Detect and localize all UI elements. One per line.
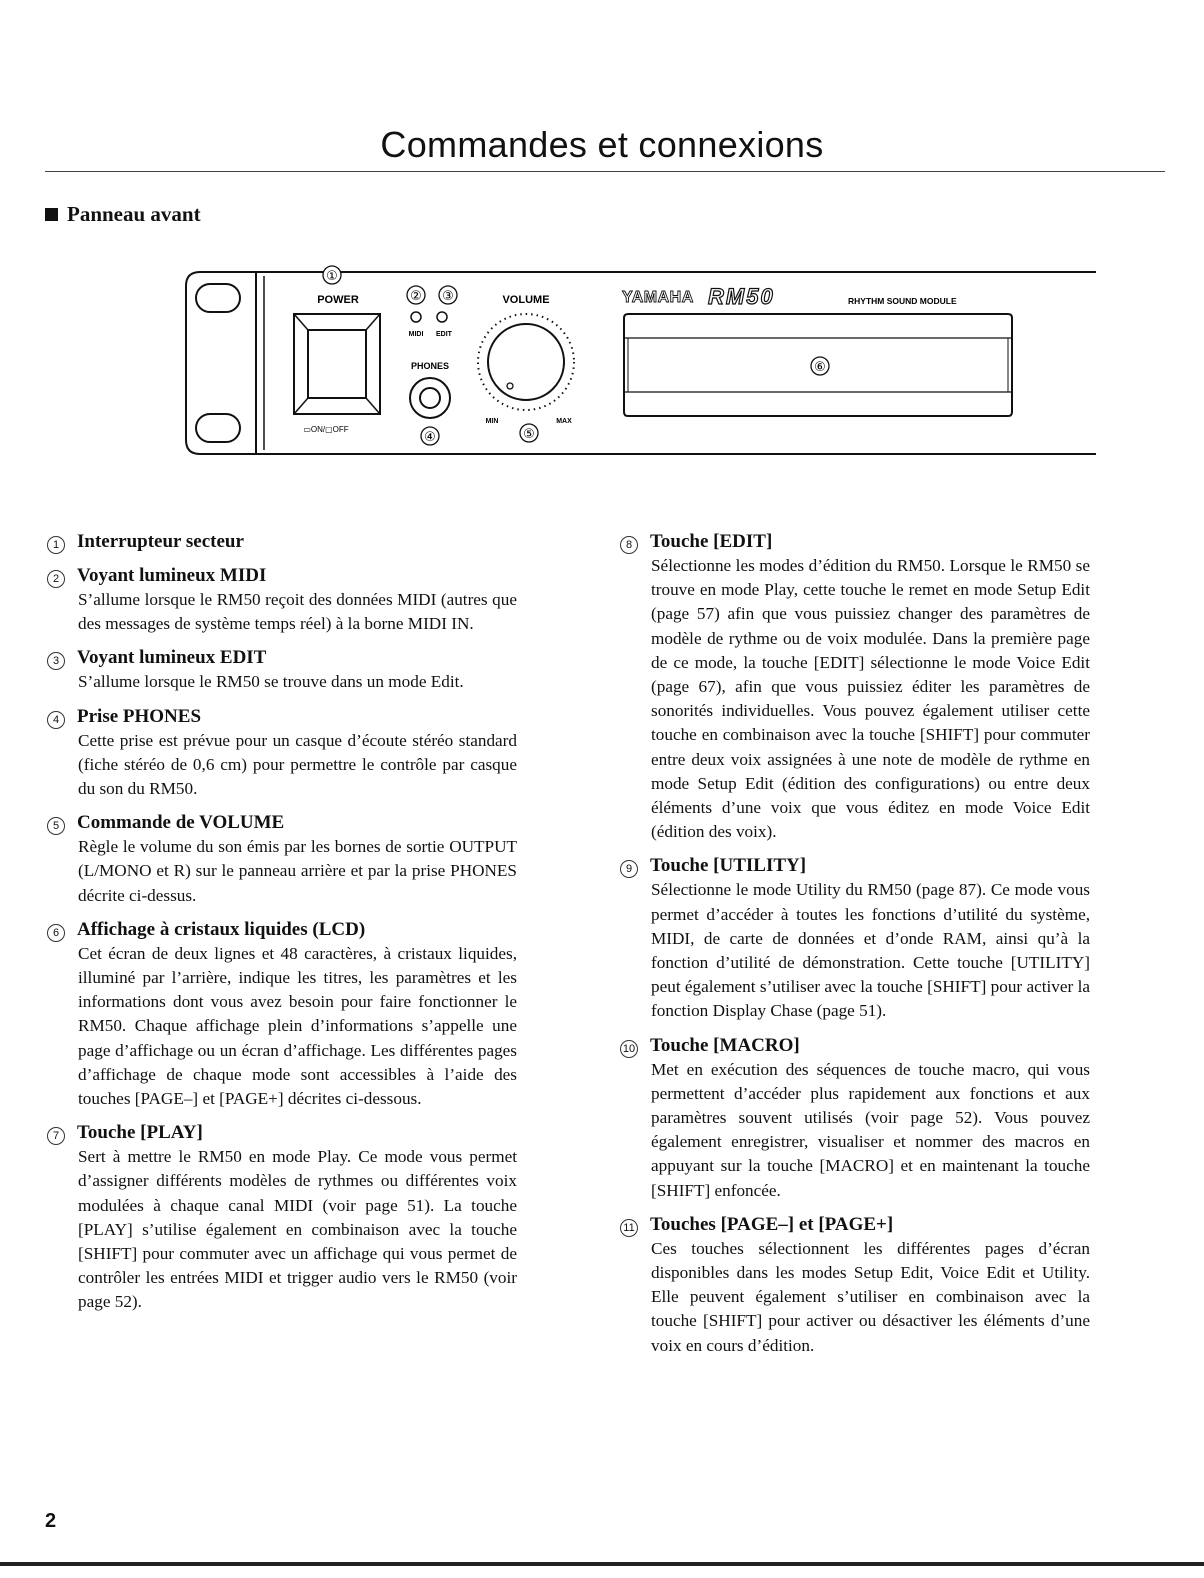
item-number: 11 — [620, 1219, 638, 1237]
item-title: Commande de VOLUME — [77, 812, 285, 834]
item-number: 3 — [47, 652, 65, 670]
section-heading — [45, 202, 201, 227]
item-title: Touche [PLAY] — [77, 1122, 203, 1144]
item-body: Sélectionne les modes d’édition du RM50. Lorsque le RM50 se trouve en mode Play, cette touche le remet en mode Setup Edit (page 57) afin que vous puissiez changer des paramètres de modèle de rythme ou de voix modulée. Dans la première page de ce mode, la touche [EDIT] sélectionne le mode Voice Edit (page 67), afin que vous puissiez éditer les paramètres de sonorités individuelles. Vous pouvez également utiliser cette touche en combinaison avec la touche [SHIFT] pour commuter entre deux voix assignées à une note de modèle de rythme en mode Setup Edit (édition des configurations) ou entre deux éléments d’une voix que vous éditez en mode Voice Edit (édition des voix). — [651, 556, 1090, 842]
phones-label: PHONES — [410, 361, 450, 371]
item-title: Interrupteur secteur — [77, 531, 244, 552]
callout-4-label: ④ — [424, 429, 436, 444]
item-body: Ces touches sélectionnent les différentes pages d’écran disponibles dans les modes Setup Edit, Voice Edit et Utility. Elle peuvent également s’utiliser en combinaison avec la touche [SHIFT] pour activer ou désactiver les éléments d’une voix en cours d’édition. — [651, 1238, 1090, 1355]
item-number: 7 — [47, 1127, 65, 1145]
page-number: 2 — [45, 1510, 57, 1532]
volume-knob — [488, 324, 564, 400]
callout-2-label: ② — [410, 288, 422, 303]
item-title: Touche [UTILITY] — [650, 855, 807, 877]
item-number: 5 — [47, 817, 65, 835]
item-body: S’allume lorsque le RM50 se trouve dans un mode Edit. — [78, 672, 464, 692]
edit-label: EDIT — [436, 331, 452, 338]
power-label: POWER — [317, 294, 359, 306]
item-9 — [620, 854, 1090, 1023]
callout-1-label: ① — [326, 268, 338, 283]
item-body: Met en exécution des séquences de touche macro, qui vous permettent d’accéder plus rapidement aux fonctions et aux paramètres souvent utilisés (voir page 52). Vous pouvez également enregistrer, visualiser et nommer des macros en appuyant sur la touche [MACRO] et en maintenant la touche [SHIFT] enfoncée. — [651, 1059, 1090, 1200]
bottom-rule — [0, 1562, 1204, 1566]
item-body: S’allume lorsque le RM50 reçoit des données MIDI (autres que des messages de système temps réel) à la borne MIDI IN. — [78, 590, 517, 634]
callout-3-label: ③ — [442, 288, 454, 303]
item-8 — [620, 530, 1090, 844]
midi-label: MIDI — [408, 331, 424, 338]
volume-scale — [478, 314, 574, 410]
page-title: Commandes et connexions — [380, 124, 824, 165]
item-title: Affichage à cristaux liquides (LCD) — [77, 918, 366, 940]
edit-led — [437, 312, 447, 322]
item-11 — [620, 1213, 1090, 1358]
item-6 — [47, 918, 517, 1111]
title-rule — [45, 171, 1165, 172]
front-panel-diagram — [180, 262, 1100, 462]
item-body: Sélectionne le mode Utility du RM50 (page 87). Ce mode vous permet d’accéder à toutes les fonctions d’utilité du système, MIDI, de carte de données et d’onde RAM, ainsi qu’à la fonction d’utilité de démonstration. Cette touche [UTILITY] peut également s’utiliser avec la touche [SHIFT] pour activer la fonction Display Chase (page 51). — [651, 880, 1090, 1021]
callout-5-label: ⑤ — [523, 426, 535, 441]
item-number: 2 — [47, 570, 65, 588]
item-7 — [47, 1121, 517, 1314]
left-column — [47, 530, 517, 1325]
model-subtitle: RHYTHM SOUND MODULE — [848, 296, 957, 306]
model-logo: RM50 — [708, 284, 775, 309]
item-title: Prise PHONES — [77, 705, 202, 727]
item-title: Voyant lumineux EDIT — [77, 647, 267, 669]
item-title: Touche [MACRO] — [650, 1034, 800, 1056]
section-heading-text: Panneau avant — [67, 202, 201, 226]
callout-6-label: ⑥ — [814, 359, 826, 374]
item-body: Sert à mettre le RM50 en mode Play. Ce mode vous permet d’assigner différents modèles de rythmes ou différentes voix modulées à chaque canal MIDI (voir page 51). La touche [PLAY] s’utilise également en combinaison avec la touche [SHIFT] pour commuter avec un affichage qui vous permet de contrôler les entrées MIDI et trigger audio vers le RM50 (voir page 52). — [78, 1147, 517, 1312]
volume-max-label: MAX — [556, 418, 572, 425]
item-title: Touches [PAGE–] et [PAGE+] — [650, 1213, 894, 1235]
item-body: Règle le volume du son émis par les bornes de sortie OUTPUT (L/MONO et R) sur le panneau arrière et par la prise PHONES décrite ci-dessus. — [78, 837, 517, 905]
item-body: Cet écran de deux lignes et 48 caractères, à cristaux liquides, illuminé par l’arrière, indique les titres, les paramètres et les informations dont vous avez besoin pour faire fonctionner le RM50. Chaque affichage plein d’informations s’appelle une page d’affichage ou un écran d’affichage. Les différentes pages d’affichage de chaque mode sont accessibles à l’aide des touches [PAGE–] et [PAGE+] décrites ci-dessous. — [78, 943, 517, 1109]
item-number: 1 — [47, 536, 65, 554]
brand-logo: YAMAHA — [622, 289, 694, 306]
item-4 — [47, 705, 517, 802]
midi-led — [411, 312, 421, 322]
item-3 — [47, 646, 517, 694]
rack-hole-bottom — [196, 414, 240, 442]
square-bullet-icon — [45, 208, 58, 221]
item-number: 8 — [620, 536, 638, 554]
item-number: 9 — [620, 860, 638, 878]
item-1 — [47, 530, 517, 554]
item-number: 4 — [47, 711, 65, 729]
rack-hole-top — [196, 284, 240, 312]
item-number: 10 — [620, 1040, 638, 1058]
item-5 — [47, 811, 517, 908]
item-title: Touche [EDIT] — [650, 531, 773, 552]
right-column — [620, 530, 1090, 1368]
volume-min-label: MIN — [485, 418, 499, 425]
item-title: Voyant lumineux MIDI — [77, 565, 267, 586]
item-2 — [47, 564, 517, 636]
item-10 — [620, 1034, 1090, 1203]
on-off-label: ▭ON/▢OFF — [303, 425, 349, 434]
phones-jack — [410, 378, 450, 418]
volume-label: VOLUME — [502, 294, 550, 306]
item-body: Cette prise est prévue pour un casque d’écoute stéréo standard (fiche stéréo de 0,6 cm) pour permettre le contrôle par casque du son du RM50. — [78, 730, 517, 799]
item-number: 6 — [47, 924, 65, 942]
